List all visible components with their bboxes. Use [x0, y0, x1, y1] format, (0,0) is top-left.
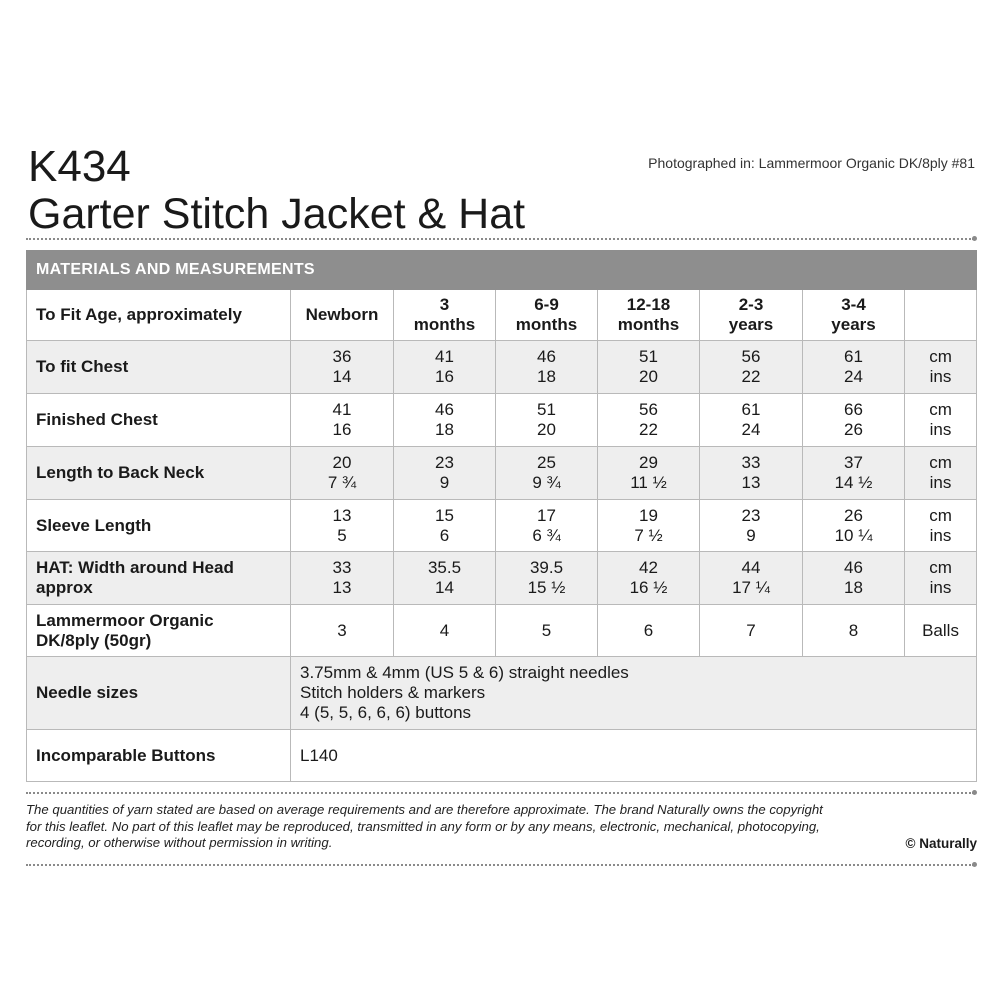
- value-cell: 19 7 ½: [598, 500, 700, 552]
- unit-cell: Balls: [905, 605, 977, 657]
- row-label: Needle sizes: [27, 657, 291, 730]
- divider-end-dot: [972, 236, 977, 241]
- divider-end-dot: [972, 862, 977, 867]
- value-cell: 3: [291, 605, 394, 657]
- table-row-buttons: [27, 730, 977, 782]
- section-header: MATERIALS AND MEASUREMENTS: [27, 251, 977, 290]
- value-cell: 46 18: [803, 552, 905, 605]
- value-cell: 29 11 ½: [598, 447, 700, 500]
- divider-end-dot: [972, 790, 977, 795]
- value-cell: 25 9 ¾: [496, 447, 598, 500]
- row-label: Sleeve Length: [27, 500, 291, 552]
- row-label: Incomparable Buttons: [27, 730, 291, 782]
- table-row-needles: [27, 657, 977, 730]
- unit-cell: cm ins: [905, 394, 977, 447]
- row-label: HAT: Width around Head approx: [27, 552, 291, 605]
- value-cell: 5: [496, 605, 598, 657]
- value-cell: 44 17 ¼: [700, 552, 803, 605]
- unit-cell: cm ins: [905, 447, 977, 500]
- table-row-age: [27, 290, 977, 341]
- value-cell: 6: [598, 605, 700, 657]
- table-row: [27, 447, 977, 500]
- table-row: [27, 500, 977, 552]
- row-label: Finished Chest: [27, 394, 291, 447]
- value-cell: 46 18: [496, 341, 598, 394]
- table-row-yarn: [27, 605, 977, 657]
- value-cell: 66 26: [803, 394, 905, 447]
- dotted-divider-top: [26, 238, 974, 240]
- dotted-divider-middle: [26, 792, 974, 794]
- value-cell: 36 14: [291, 341, 394, 394]
- table-row: [27, 552, 977, 605]
- unit-cell: cm ins: [905, 500, 977, 552]
- value-cell: 51 20: [496, 394, 598, 447]
- dotted-divider-bottom: [26, 864, 974, 866]
- value-cell: 41 16: [291, 394, 394, 447]
- row-label: To Fit Age, approximately: [27, 290, 291, 341]
- copyright-notice: The quantities of yarn stated are based on average requirements and are therefore approximate. The brand Naturally owns the copyright for this leaflet. No part of this leaflet may be reproduced, transmitted in any form or by any means, electronic, mechanical, photocopying, recording, or otherwise without permission in writing.: [26, 802, 823, 850]
- needle-details: 3.75mm & 4mm (US 5 & 6) straight needles Stitch holders & markers 4 (5, 5, 6, 6, 6) buttons: [291, 657, 977, 730]
- unit-cell: cm ins: [905, 341, 977, 394]
- button-code: L140: [291, 730, 977, 782]
- value-cell: 42 16 ½: [598, 552, 700, 605]
- value-cell: 51 20: [598, 341, 700, 394]
- value-cell: 33 13: [700, 447, 803, 500]
- value-cell: 35.5 14: [394, 552, 496, 605]
- value-cell: 7: [700, 605, 803, 657]
- copyright-mark: © Naturally: [905, 836, 977, 851]
- photographed-in-note: Photographed in: Lammermoor Organic DK/8ply #81: [648, 155, 975, 171]
- value-cell: 13 5: [291, 500, 394, 552]
- materials-table: [26, 250, 977, 782]
- value-cell: 61 24: [803, 341, 905, 394]
- row-label: Length to Back Neck: [27, 447, 291, 500]
- value-cell: 20 7 ¾: [291, 447, 394, 500]
- value-cell: 17 6 ¾: [496, 500, 598, 552]
- unit-cell: cm ins: [905, 552, 977, 605]
- row-label: Lammermoor Organic DK/8ply (50gr): [27, 605, 291, 657]
- value-cell: 56 22: [598, 394, 700, 447]
- value-cell: 15 6: [394, 500, 496, 552]
- value-cell: 41 16: [394, 341, 496, 394]
- size-header: 6-9 months: [496, 290, 598, 341]
- size-header: 2-3 years: [700, 290, 803, 341]
- pattern-code: K434: [28, 142, 131, 191]
- value-cell: 39.5 15 ½: [496, 552, 598, 605]
- value-cell: 26 10 ¼: [803, 500, 905, 552]
- size-header: Newborn: [291, 290, 394, 341]
- value-cell: 61 24: [700, 394, 803, 447]
- pattern-title: Garter Stitch Jacket & Hat: [28, 190, 526, 238]
- table-row: [27, 341, 977, 394]
- value-cell: 56 22: [700, 341, 803, 394]
- size-header: 3 months: [394, 290, 496, 341]
- value-cell: 23 9: [700, 500, 803, 552]
- value-cell: 37 14 ½: [803, 447, 905, 500]
- value-cell: 23 9: [394, 447, 496, 500]
- value-cell: 46 18: [394, 394, 496, 447]
- value-cell: 33 13: [291, 552, 394, 605]
- size-header: 12-18 months: [598, 290, 700, 341]
- size-header: 3-4 years: [803, 290, 905, 341]
- row-label: To fit Chest: [27, 341, 291, 394]
- table-row: [27, 394, 977, 447]
- empty-cell: [905, 290, 977, 341]
- value-cell: 4: [394, 605, 496, 657]
- value-cell: 8: [803, 605, 905, 657]
